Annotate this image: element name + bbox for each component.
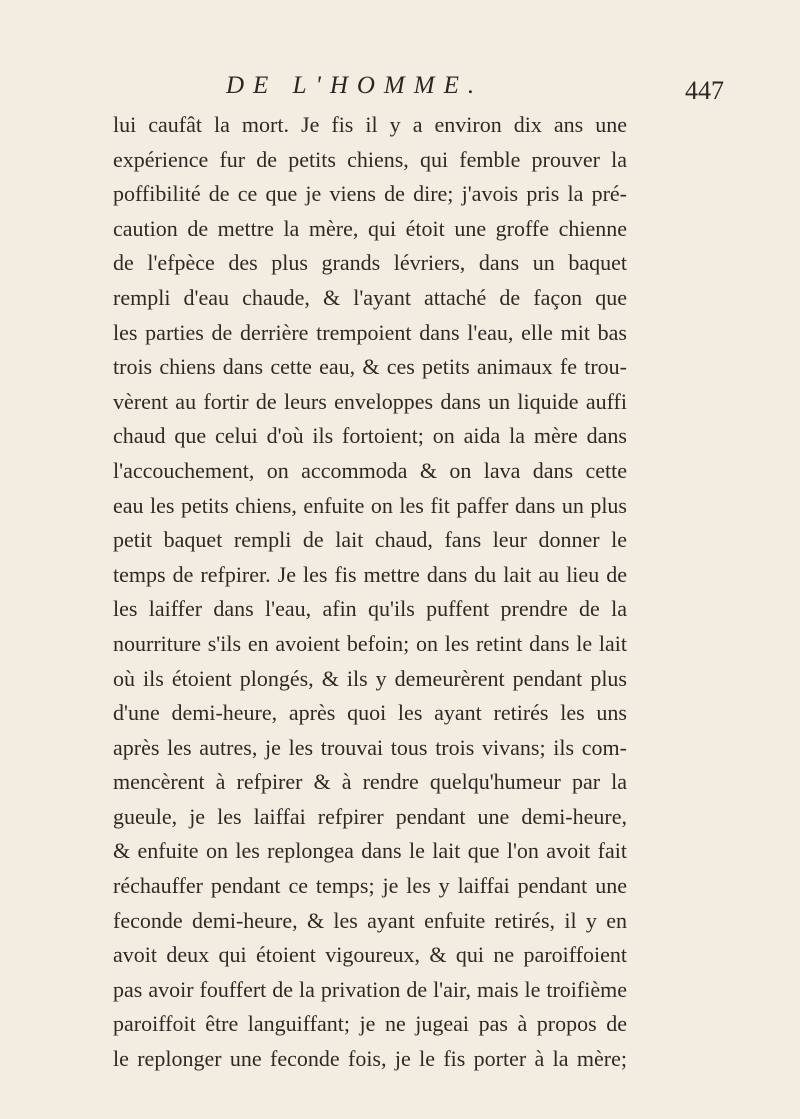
- page-number: 447: [685, 76, 724, 105]
- text-line: petit baquet rempli de lait chaud, fans leur donner le: [113, 527, 627, 553]
- text-line: les laiffer dans l'eau, afin qu'ils puffent prendre de la: [113, 596, 627, 622]
- text-line: nourriture s'ils en avoient befoin; on les retint dans le lait: [113, 630, 627, 656]
- text-line: vèrent au fortir de leurs enveloppes dans un liquide auffi: [113, 388, 627, 414]
- text-line: le replonger une feconde fois, je le fis porter à la mère;: [113, 1046, 627, 1072]
- text-line: caution de mettre la mère, qui étoit une groffe chienne: [113, 215, 627, 241]
- running-head: DE L'HOMME.: [226, 72, 484, 99]
- text-line: expérience fur de petits chiens, qui femble prouver la: [113, 146, 627, 172]
- text-line: d'une demi-heure, après quoi les ayant retirés les uns: [113, 700, 627, 726]
- text-line: paroiffoit être languiffant; je ne jugeai pas à propos de: [113, 1011, 627, 1037]
- text-line: avoit deux qui étoient vigoureux, & qui ne paroiffoient: [113, 942, 627, 968]
- text-line: où ils étoient plongés, & ils y demeurèrent pendant plus: [113, 665, 627, 691]
- text-line: poffibilité de ce que je viens de dire; j'avois pris la pré-: [113, 181, 627, 207]
- text-line: trois chiens dans cette eau, & ces petits animaux fe trou-: [113, 354, 627, 380]
- text-line: rempli d'eau chaude, & l'ayant attaché de façon que: [113, 284, 627, 310]
- body-text: [113, 108, 627, 1077]
- text-line: mencèrent à refpirer & à rendre quelqu'humeur par la: [113, 769, 627, 795]
- text-line: temps de refpirer. Je les fis mettre dans du lait au lieu de: [113, 561, 627, 587]
- text-line: les parties de derrière trempoient dans l'eau, elle mit bas: [113, 319, 627, 345]
- text-line: l'accouchement, on accommoda & on lava dans cette: [113, 457, 627, 483]
- text-line: & enfuite on les replongea dans le lait que l'on avoit fait: [113, 838, 627, 864]
- page-header: [0, 72, 800, 112]
- text-line: réchauffer pendant ce temps; je les y laiffai pendant une: [113, 873, 627, 899]
- text-line: de l'efpèce des plus grands lévriers, dans un baquet: [113, 250, 627, 276]
- text-line: chaud que celui d'où ils fortoient; on aida la mère dans: [113, 423, 627, 449]
- text-line: eau les petits chiens, enfuite on les fit paffer dans un plus: [113, 492, 627, 518]
- text-line: gueule, je les laiffai refpirer pendant une demi-heure,: [113, 803, 627, 829]
- text-line: après les autres, je les trouvai tous trois vivans; ils com-: [113, 734, 627, 760]
- text-line: lui caufât la mort. Je fis il y a environ dix ans une: [113, 112, 627, 137]
- text-line: feconde demi-heure, & les ayant enfuite retirés, il y en: [113, 907, 627, 933]
- text-line: pas avoir fouffert de la privation de l'air, mais le troifième: [113, 976, 627, 1002]
